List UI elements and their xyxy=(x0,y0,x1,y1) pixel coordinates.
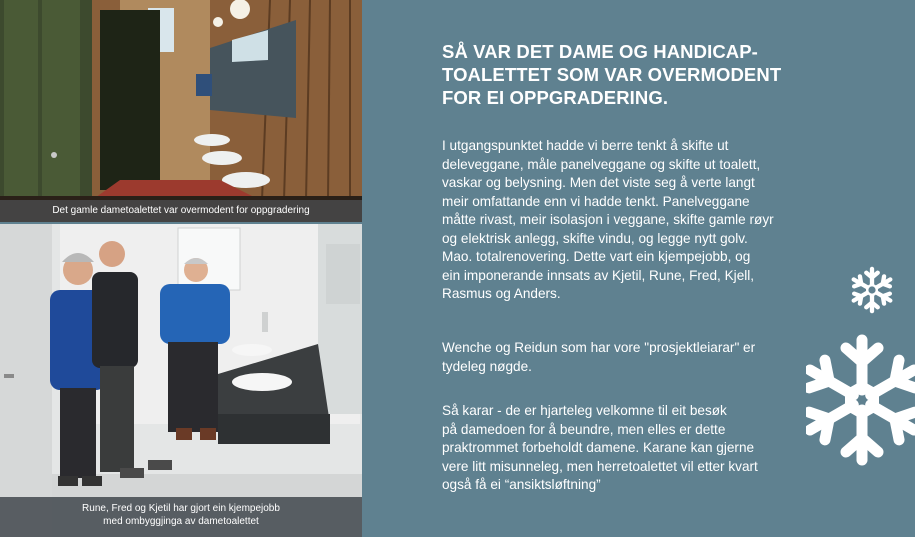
heading-line: SÅ VAR DET DAME OG HANDICAP- xyxy=(442,41,758,62)
photo-column xyxy=(0,0,362,537)
renovation-team-caption-line: Rune, Fred og Kjetil har gjort ein kjempejobb xyxy=(82,503,280,514)
paragraph-line: vaskar og belysning. Men det viste seg å verte langt xyxy=(442,175,755,190)
paragraph-line: måtte rivast, meir isolasjon i veggane, skifte gamle røyr xyxy=(442,212,774,227)
paragraph-line: Mao. totalrenovering. Dette vart ein kjempejobb, og xyxy=(442,249,751,264)
paragraph-line: også få ei “ansiktsløftning” xyxy=(442,477,601,492)
paragraph-line: deleveggane, måle panelveggane og skifte ut toalett, xyxy=(442,156,761,172)
paragraph-line: vere litt misunneleg, men herretoalettet vil etter kvart xyxy=(442,458,758,474)
paragraph-line: og elektrisk anlegg, skifte vindu, og legge nytt golv. xyxy=(442,230,748,246)
paragraph-line: på damedoen for å beundre, men elles er dette xyxy=(442,421,726,437)
article-heading xyxy=(442,40,822,109)
article-paragraph-project-leaders xyxy=(442,339,832,376)
renovation-team-caption-line: med ombyggjinga av dametoalettet xyxy=(103,516,259,527)
renovation-team-photo-image xyxy=(0,224,362,537)
heading-line: FOR EI OPPGRADERING. xyxy=(442,87,669,108)
snowflake-icon xyxy=(848,266,896,314)
paragraph-line: meir omfattande enn vi hadde tenkt. Panelveggane xyxy=(442,193,750,209)
paragraph-line: praktrommet forbeholdt damene. Karane kan gjerne xyxy=(442,440,755,455)
article-paragraph-invitation xyxy=(442,402,832,495)
paragraph-line: Wenche og Reidun som har vore "prosjektleiarar" er xyxy=(442,340,756,355)
article-paragraph-renovation xyxy=(442,137,832,304)
paragraph-line: tydeleg nøgde. xyxy=(442,358,532,374)
paragraph-line: Så karar - de er hjarteleg velkomne til eit besøk xyxy=(442,403,727,418)
paragraph-line: Rasmus og Anders. xyxy=(442,286,561,301)
paragraph-line: ein imponerande innsats av Kjetil, Rune, Fred, Kjell, xyxy=(442,267,755,283)
old-toilet-photo xyxy=(0,0,362,222)
renovation-team-caption xyxy=(0,497,362,537)
snowflake-icon xyxy=(806,334,915,466)
heading-line: TOALETTET SOM VAR OVERMODENT xyxy=(442,64,782,85)
renovation-team-photo xyxy=(0,224,362,537)
paragraph-line: I utgangspunktet hadde vi berre tenkt å skifte ut xyxy=(442,138,729,153)
old-toilet-caption-text: Det gamle dametoalettet var overmodent for oppgradering xyxy=(52,205,310,216)
old-toilet-photo-image xyxy=(0,0,362,222)
old-toilet-caption xyxy=(0,200,362,222)
